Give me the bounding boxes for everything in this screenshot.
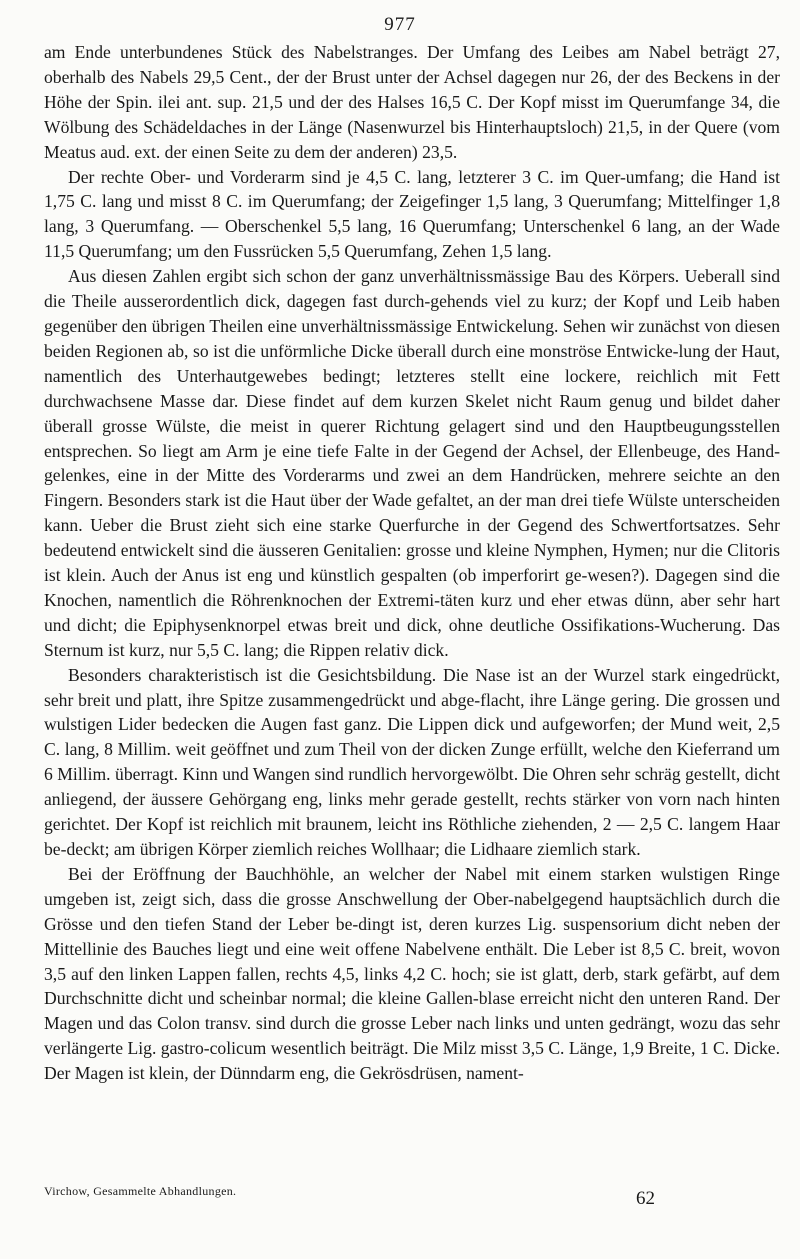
paragraph-4: Besonders charakteristisch ist die Gesichtsbildung. Die Nase ist an der Wurzel stark eingedrückt, sehr breit und platt, ihre Spitze zusammengedrückt und abge-flacht, ihre Länge gering. Die grossen und wulstigen Lider bedecken die Augen fast ganz. Die Lippen dick und aufgeworfen; der Mund weit, 2,5 C. lang, 8 Millim. weit geöffnet und zum Theil von der dicken Zunge erfüllt, welche den Kieferrand um 6 Millim. überragt. Kinn und Wangen sind rundlich hervorgewölbt. Die Ohren sehr schräg gestellt, dicht anliegend, der äussere Gehörgang eng, links mehr gerade gestellt, rechts stärker von vorn nach hinten gerichtet. Der Kopf ist reichlich mit braunem, leicht ins Röthliche ziehenden, 2 — 2,5 C. langem Haar be-deckt; am übrigen Körper ziemlich reiches Wollhaar; die Lidhaare ziemlich stark. [44,664,780,859]
page-footer [44,1184,684,1208]
paragraph-1: am Ende unterbundenes Stück des Nabelstranges. Der Umfang des Leibes am Nabel beträgt 27, oberhalb des Nabels 29,5 Cent., der der Brust unter der Achsel dagegen nur 26, der des Beckens in der Höhe der Spin. ilei ant. sup. 21,5 und der des Halses 16,5 C. Der Kopf misst im Querumfange 34, die Wölbung des Schädeldaches in der Länge (Nasenwurzel bis Hinterhauptsloch) 21,5, in der Quere (vom Meatus aud. ext. der einen Seite zu dem der anderen) 23,5. [44,42,780,162]
signature-mark: 62 [636,1188,655,1209]
paragraph-3: Aus diesen Zahlen ergibt sich schon der ganz unverhältnissmässige Bau des Körpers. Ueberall sind die Theile ausserordentlich dick, dagegen fast durch-gehends viel zu kurz; der Kopf und Leib haben gegenüber den übrigen Theilen eine unverhältnissmässige Entwickelung. Sehen wir zunächst von diesen beiden Regionen ab, so ist die unförmliche Dicke überall durch eine monströse Entwicke-lung der Haut, namentlich des Unterhautgewebes bedingt; letzteres stellt eine lockere, reichlich mit Fett durchwachsene Masse dar. Diese findet auf dem kurzen Skelet nicht Raum genug und bildet daher überall grosse Wülste, die meist in querer Richtung gelagert sind und den Hauptbeugungsstellen entsprechen. So liegt am Arm je eine tiefe Falte in der Gegend der Achsel, der Ellenbeuge, des Hand-gelenkes, eine in der Mitte des Vorderarms und zwei an dem Handrücken, mehrere seichte an den Fingern. Besonders stark ist die Haut über der Wade gefaltet, an der man drei tiefe Wülste unterscheiden kann. Ueber die Brust zieht sich eine starke Querfurche in der Gegend des Schwertfortsatzes. Sehr bedeutend entwickelt sind die äusseren Genitalien: grosse und kleine Nymphen, Hymen; nur die Clitoris ist klein. Auch der Anus ist eng und künstlich gespalten (ob imperforirt ge-wesen?). Dagegen sind die Knochen, namentlich die Röhrenknochen der Extremi-täten kurz und eher etwas dünn, aber sehr hart und dicht; die Epiphysenknorpel etwas breit und dick, ohne deutliche Ossifikations-Wucherung. Das Sternum ist kurz, nur 5,5 C. lang; die Rippen relativ dick. [44,266,780,660]
footer-note: Virchow, Gesammelte Abhandlungen. [44,1184,237,1198]
paragraph-5: Bei der Eröffnung der Bauchhöhle, an welcher der Nabel mit einem starken wulstigen Ringe umgeben ist, zeigt sich, dass die grosse Anschwellung der Ober-nabelgegend hauptsächlich durch die Grösse und den tiefen Stand der Leber be-dingt ist, deren kurzes Lig. suspensorium dicht neben der Mittellinie des Bauches liegt und eine weit offene Nabelvene enthält. Die Leber ist 8,5 C. breit, wovon 3,5 auf den linken Lappen fallen, rechts 4,5, links 4,2 C. hoch; sie ist glatt, derb, stark gefärbt, auf dem Durchschnitte dicht und scheinbar normal; die kleine Gallen-blase erreicht nicht den unteren Rand. Der Magen und das Colon transv. sind durch die grosse Leber nach links und unten gedrängt, wozu das sehr verlängerte Lig. gastro-colicum wesentlich beiträgt. Die Milz misst 3,5 C. Länge, 1,9 Breite, 1 C. Dicke. Der Magen ist klein, der Dünndarm eng, die Gekrösdrüsen, nament- [44,863,780,1084]
page-number: 977 [384,14,416,35]
body-text [44,40,780,1086]
paragraph-2: Der rechte Ober- und Vorderarm sind je 4,5 C. lang, letzterer 3 C. im Quer-umfang; die Hand ist 1,75 C. lang und misst 8 C. im Querumfang; der Zeigefinger 1,5 lang, 3 Querumfang; Mittelfinger 1,8 lang, 3 Querumfang. — Oberschenkel 5,5 lang, 16 Querumfang; Unterschenkel 6 lang, an der Wade 11,5 Querumfang; um den Fussrücken 5,5 Querumfang, Zehen 1,5 lang. [44,166,780,262]
